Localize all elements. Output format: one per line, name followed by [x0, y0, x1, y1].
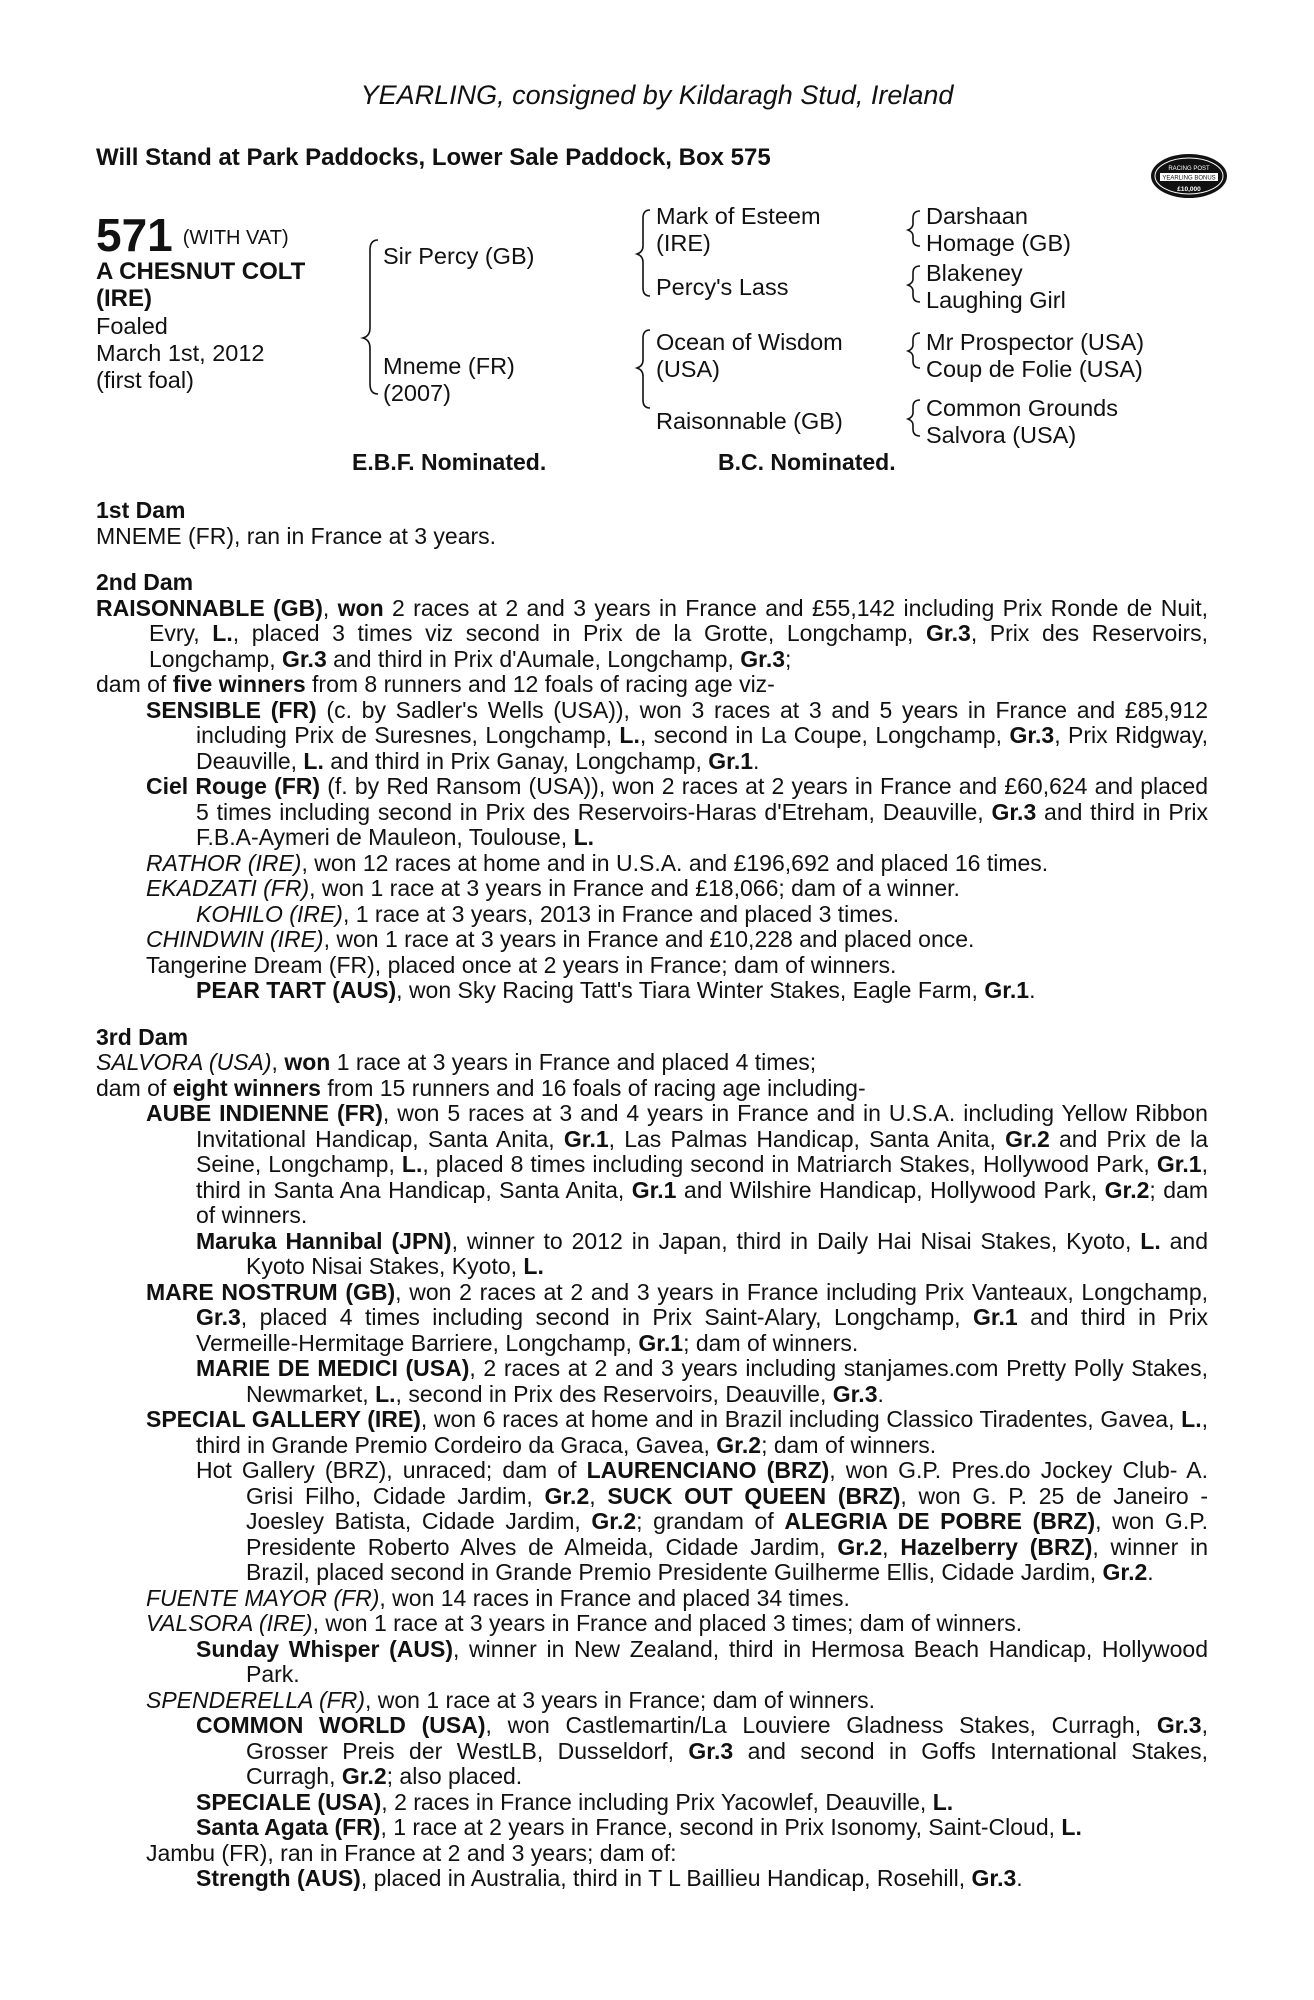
brace-main — [363, 240, 378, 394]
produce-fuente-mayor: FUENTE MAYOR (FR), won 14 races in France and placed 34 times. — [146, 1584, 850, 1611]
g-dds: Common Grounds — [926, 395, 1118, 421]
produce-rathor: RATHOR (IRE), won 12 races at home and in U.S.A. and £196,692 and placed 16 times. — [146, 849, 1049, 876]
dam-line2: (2007) — [383, 380, 451, 406]
first-dam-heading: 1st Dam — [96, 497, 186, 523]
produce-strength: Strength (AUS), placed in Australia, third in T L Baillieu Handicap, Rosehill, Gr.3. — [196, 1865, 1023, 1891]
g-dsd: Coup de Folie (USA) — [926, 356, 1143, 382]
produce-kohilo: KOHILO (IRE), 1 race at 3 years, 2013 in France and placed 3 times. — [196, 900, 900, 927]
third-dam-heading: 3rd Dam — [96, 1023, 189, 1050]
sire-dam: Percy's Lass — [656, 274, 789, 300]
brace-ss — [908, 211, 920, 246]
produce-marie-de-medici: MARIE DE MEDICI (USA), 2 races at 2 and 3 years including stanjames.com Pretty Polly Stakes, Newmarket, L., second in Prix des Reservoirs, Deauville, Gr.3. — [196, 1355, 1208, 1407]
produce-maruka-hannibal: Maruka Hannibal (JPN), winner to 2012 in Japan, third in Daily Hai Nisai Stakes, Kyoto, L. and Kyoto Nisai Stakes, Kyoto, L. — [196, 1227, 1209, 1279]
badge-top-text: RACING POST — [1168, 166, 1210, 172]
foaled-label: Foaled — [96, 313, 168, 339]
second-dam-produce-summary: dam of five winners from 8 runners and 12 foals of racing age viz- — [96, 671, 775, 697]
brace-sire — [637, 210, 650, 296]
lot-name-1: A CHESNUT COLT — [96, 258, 306, 285]
second-dam-heading: 2nd Dam — [96, 569, 194, 595]
g-dss: Mr Prospector (USA) — [926, 329, 1145, 355]
produce-common-world: COMMON WORLD (USA), won Castlemartin/La Louviere Gladness Stakes, Curragh, Gr.3, Grosser Preis der WestLB, Dusseldorf, Gr.3 and second in Goffs International Stakes, Curragh, Gr.2; also placed. — [196, 1712, 1208, 1789]
third-dam-entry: SALVORA (USA), won 1 race at 3 years in France and placed 4 times; — [96, 1049, 817, 1075]
brace-dam — [637, 330, 650, 408]
catalogue-body — [96, 498, 1208, 1892]
produce-hot-gallery: Hot Gallery (BRZ), unraced; dam of LAURENCIANO (BRZ), won G.P. Pres.do Jockey Club- A. Grisi Filho, Cidade Jardim, Gr.2, SUCK OUT QUEEN (BRZ), won G. P. 25 de Janeiro - Joesley Batista, Cidade Jardim, Gr.2; grandam of ALEGRIA DE POBRE (BRZ), won G.P. Presidente Roberto Alves de Almeida, Cidade Jardim, Gr.2, Hazelberry (BRZ), winner in Brazil, placed second in Grande Premio Presidente Guilherme Ellis, Cidade Jardim, Gr.2. — [196, 1457, 1209, 1585]
produce-sensible: SENSIBLE (FR) (c. by Sadler's Wells (USA)), won 3 races at 3 and 5 years in France and £85,912 including Prix de Suresnes, Longchamp, L., second in La Coupe, Longchamp, Gr.3, Prix Ridgway, Deauville, L. and third in Prix Ganay, Longchamp, Gr.1. — [146, 696, 1209, 774]
produce-jambu: Jambu (FR), ran in France at 2 and 3 years; dam of: — [146, 1839, 677, 1866]
g-ddd: Salvora (USA) — [926, 422, 1077, 448]
produce-ekadzati: EKADZATI (FR), won 1 race at 3 years in France and £18,066; dam of a winner. — [146, 875, 960, 901]
lot-number-value: 571 — [96, 209, 173, 261]
first-foal-note: (first foal) — [96, 367, 194, 393]
vat-note: (WITH VAT) — [182, 227, 289, 250]
brace-dd — [908, 400, 920, 436]
sire: Sir Percy (GB) — [383, 243, 535, 269]
badge-amount-text: £10,000 — [1177, 186, 1201, 193]
header-title: YEARLING, consigned by Kildaragh Stud, Ireland — [360, 80, 954, 110]
dam-sire-1: Ocean of Wisdom — [656, 329, 843, 355]
g-sss: Darshaan — [926, 203, 1028, 229]
badge-mid-text: YEARLING BONUS — [1162, 175, 1216, 182]
produce-sunday-whisper: Sunday Whisper (AUS), winner in New Zealand, third in Hermosa Beach Handicap, Hollywood Park. — [196, 1635, 1208, 1687]
dam-dam: Raisonnable (GB) — [656, 408, 843, 434]
lot-name-2: (IRE) — [96, 285, 152, 312]
g-sdd: Laughing Girl — [926, 287, 1066, 313]
dam-line1: Mneme (FR) — [383, 353, 515, 379]
produce-spenderella: SPENDERELLA (FR), won 1 race at 3 years in France; dam of winners. — [146, 1686, 876, 1713]
second-dam-entry: RAISONNABLE (GB), won 2 races at 2 and 3 years in France and £55,142 including Prix Ronde de Nuit, Evry, L., placed 3 times viz second in Prix de la Grotte, Longchamp, Gr.3, Prix des Reservoirs, Longchamp, Gr.3 and third in Prix d'Aumale, Longchamp, Gr.3; — [96, 594, 1209, 672]
g-sds: Blakeney — [926, 260, 1023, 286]
produce-tangerine-dream: Tangerine Dream (FR), placed once at 2 years in France; dam of winners. — [146, 951, 897, 978]
dam-sire-2: (USA) — [656, 356, 720, 382]
brace-ds — [908, 333, 920, 368]
produce-chindwin: CHINDWIN (IRE), won 1 race at 3 years in France and £10,228 and placed once. — [146, 926, 975, 952]
first-dam-text: MNEME (FR), ran in France at 3 years. — [96, 522, 497, 549]
sire-sire-2: (IRE) — [656, 230, 711, 256]
produce-pear-tart: PEAR TART (AUS), won Sky Racing Tatt's Tiara Winter Stakes, Eagle Farm, Gr.1. — [196, 977, 1036, 1003]
produce-ciel-rouge: Ciel Rouge (FR) (f. by Red Ransom (USA)), won 2 races at 2 years in France and £60,624 and placed 5 times including second in Prix des Reservoirs-Haras d'Etreham, Deauville, Gr.3 and third in Prix F.B.A-Aymeri de Mauleon, Toulouse, L. — [146, 773, 1208, 850]
produce-mare-nostrum: MARE NOSTRUM (GB), won 2 races at 2 and 3 years in France including Prix Vanteaux, Longchamp, Gr.3, placed 4 times including second in Prix Saint-Alary, Longchamp, Gr.1 and third in Prix Vermeille-Hermitage Barriere, Longchamp, Gr.1; dam of winners. — [146, 1278, 1208, 1356]
ebf-nominated: E.B.F. Nominated. — [352, 449, 547, 475]
produce-valsora: VALSORA (IRE), won 1 race at 3 years in France and placed 3 times; dam of winners. — [146, 1610, 1023, 1636]
stand-location: Will Stand at Park Paddocks, Lower Sale Paddock, Box 575 — [96, 144, 771, 171]
produce-santa-agata: Santa Agata (FR), 1 race at 2 years in France, second in Prix Isonomy, Saint-Cloud, L. — [196, 1814, 1082, 1840]
third-dam-produce-summary: dam of eight winners from 15 runners and 16 foals of racing age including- — [96, 1074, 866, 1101]
produce-special-gallery: SPECIAL GALLERY (IRE), won 6 races at home and in Brazil including Classico Tiradentes, Gavea, L., third in Grande Premio Cordeiro da Graca, Gavea, Gr.2; dam of winners. — [146, 1406, 1208, 1458]
brace-sd — [908, 266, 920, 302]
foaled-date: March 1st, 2012 — [96, 340, 265, 366]
produce-speciale: SPECIALE (USA), 2 races in France including Prix Yacowlef, Deauville, L. — [196, 1788, 954, 1815]
produce-aube-indienne: AUBE INDIENNE (FR), won 5 races at 3 and 4 years in France and in U.S.A. including Yellow Ribbon Invitational Handicap, Santa Anita, Gr.1, Las Palmas Handicap, Santa Anita, Gr.2 and Prix de la Seine, Longchamp, L., placed 8 times including second in Matriarch Stakes, Hollywood Park, Gr.1, third in Santa Ana Handicap, Santa Anita, Gr.1 and Wilshire Handicap, Hollywood Park, Gr.2; dam of winners. — [146, 1100, 1208, 1228]
g-ssd: Homage (GB) — [926, 230, 1071, 256]
sire-sire-1: Mark of Esteem — [656, 203, 821, 229]
bc-nominated: B.C. Nominated. — [718, 449, 896, 475]
